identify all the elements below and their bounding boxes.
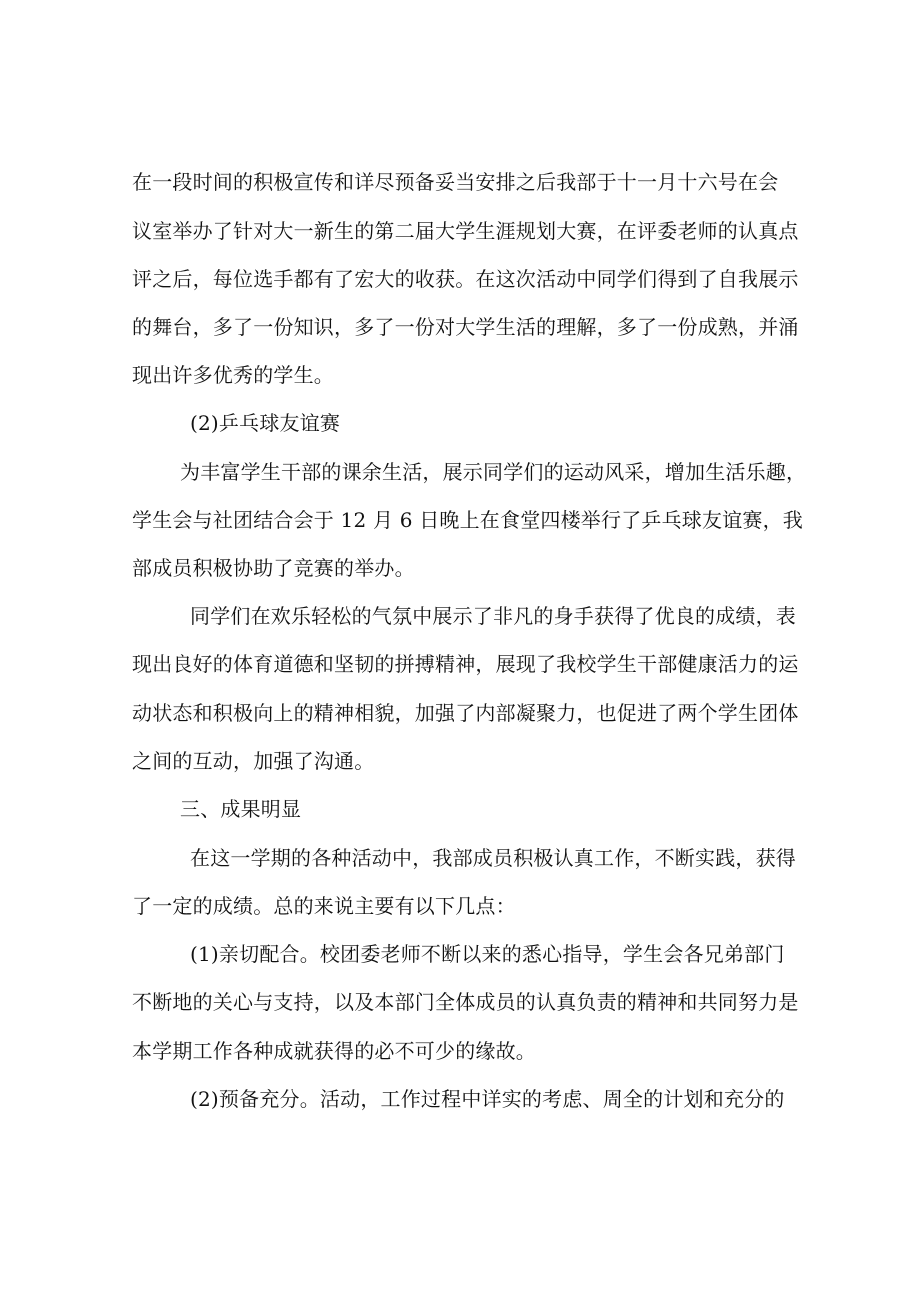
paragraph-line-3: 评之后，每位选手都有了宏大的收获。在这次活动中同学们得到了自我展示 xyxy=(132,267,799,291)
paragraph-line-5: 现出许多优秀的学生。 xyxy=(132,363,334,387)
paragraph-line-18: (2)预备充分。活动，工作过程中详实的考虑、周全的计划和充分的 xyxy=(190,1087,785,1111)
paragraph-line-4: 的舞台，多了一份知识，多了一份对大学生活的理解，多了一份成熟，并涌 xyxy=(132,315,799,339)
paragraph-line-10: 现出良好的体育道德和坚韧的拼搏精神，展现了我校学生干部健康活力的运 xyxy=(132,652,799,676)
paragraph-line-7: 学生会与社团结合会于 12 月 6 日晚上在食堂四楼举行了乒乓球友谊赛，我 xyxy=(132,508,804,532)
paragraph-line-16: 不断地的关心与支持，以及本部门全体成员的认真负责的精神和共同努力是 xyxy=(132,990,799,1014)
subheading-pingpong: (2)乒乓球友谊赛 xyxy=(190,411,341,435)
paragraph-line-11: 动状态和积极向上的精神相貌，加强了内部凝聚力，也促进了两个学生团体 xyxy=(132,701,799,725)
section-heading-results: 三、成果明显 xyxy=(180,797,302,821)
paragraph-line-12: 之间的互动，加强了沟通。 xyxy=(132,749,375,773)
paragraph-line-2: 议室举办了针对大一新生的第二届大学生涯规划大赛，在评委老师的认真点 xyxy=(132,219,799,243)
paragraph-line-15: (1)亲切配合。校团委老师不断以来的悉心指导，学生会各兄弟部门 xyxy=(190,942,785,966)
paragraph-line-1: 在一段时间的积极宣传和详尽预备妥当安排之后我部于十一月十六号在会 xyxy=(132,170,779,194)
paragraph-line-6: 为丰富学生干部的课余生活，展示同学们的运动风采，增加生活乐趣， xyxy=(180,460,807,484)
paragraph-line-17: 本学期工作各种成就获得的必不可少的缘故。 xyxy=(132,1039,536,1063)
paragraph-line-9: 同学们在欢乐轻松的气氛中展示了非凡的身手获得了优良的成绩，表 xyxy=(190,604,796,628)
paragraph-line-13: 在这一学期的各种活动中，我部成员积极认真工作，不断实践，获得 xyxy=(190,846,796,870)
paragraph-line-8: 部成员积极协助了竞赛的举办。 xyxy=(132,556,415,580)
paragraph-line-14: 了一定的成绩。总的来说主要有以下几点： xyxy=(132,894,516,918)
